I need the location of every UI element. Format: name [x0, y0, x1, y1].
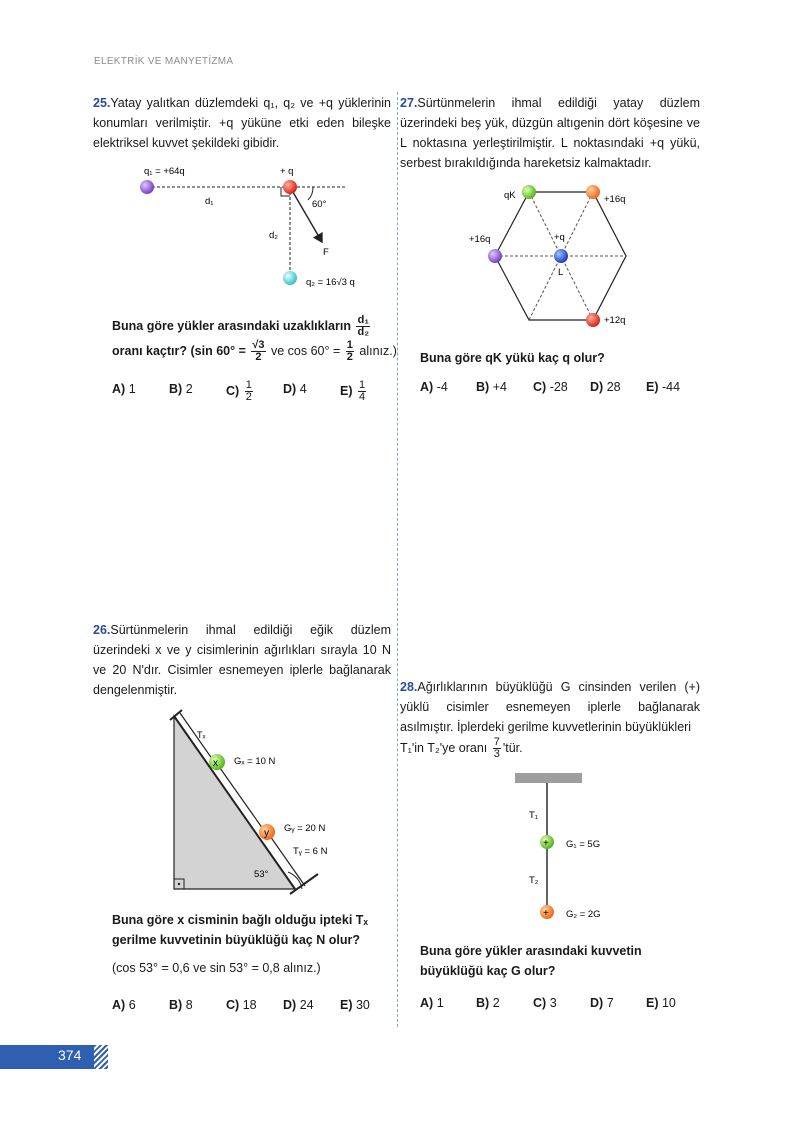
page-number-bar: [0, 1045, 96, 1069]
label-angle: 60°: [312, 199, 327, 210]
cos-fraction: [346, 340, 354, 363]
question-text: Yatay yalıtkan düzlemdeki q₁, q₂ ve +q yüklerinin konumları verilmiştir. +q yüküne etki eden bileşke elektriksel kuvvet şekildeki gibidir.: [93, 96, 391, 150]
option-a[interactable]: A) 1: [112, 382, 136, 396]
column-divider: [397, 92, 398, 1027]
ratio-den: 3: [493, 748, 500, 760]
label-center: +q: [554, 232, 565, 243]
question-start: Buna göre yükler arasındaki uzaklıkların: [112, 318, 351, 333]
label-y: y: [264, 828, 269, 839]
question-28: [400, 677, 700, 760]
q25-line2a: oranı kaçtır? (sin 60° =: [112, 343, 246, 358]
ratio-den: d₂: [357, 326, 370, 338]
option-b[interactable]: B) 2: [476, 996, 500, 1010]
option-b[interactable]: B) 2: [169, 382, 193, 396]
option-c[interactable]: C) 18: [226, 998, 257, 1012]
charge-q2: [283, 271, 297, 285]
ratio-fraction: [493, 737, 501, 760]
charge-left: [488, 249, 502, 263]
option-a[interactable]: A) 1: [420, 996, 444, 1010]
q26-incline-figure: [160, 708, 360, 898]
label-gx: Gₓ = 10 N: [234, 756, 276, 767]
force-arrow: [290, 187, 322, 242]
ratio-fraction: [356, 315, 370, 338]
page-header: ELEKTRİK VE MANYETİZMA: [94, 56, 234, 67]
question-text: Sürtünmelerin ihmal edildiği eğik düzlem üzerindeki x ve y cisimlerinin ağırlıkları sırayla 10 N ve 20 N'dır. Cisimler esnemeyen iplerle bağlanarak dengelenmiştir.: [93, 623, 391, 697]
option-b[interactable]: B) +4: [476, 380, 507, 394]
label-qk: qK: [504, 190, 516, 201]
option-b[interactable]: B) 8: [169, 998, 193, 1012]
label-x: x: [213, 758, 218, 769]
option-c[interactable]: C) $\frac{1}{2}$: [226, 379, 252, 403]
q25-options: [112, 380, 392, 406]
label-q2: q₂ = 16√3 q: [306, 277, 355, 288]
ratio-num: d₁: [357, 314, 369, 326]
plus-sign: +: [543, 908, 549, 919]
question-number: 28.: [400, 680, 418, 694]
option-d[interactable]: D) 4: [283, 382, 307, 396]
label-t1: T₁: [529, 810, 539, 821]
label-top-right: +16q: [604, 194, 626, 205]
q25-line2b: ve cos 60° =: [271, 343, 341, 358]
sin-num: √3: [252, 339, 265, 351]
page-number-hatch: [94, 1045, 108, 1069]
q28-hanging-figure: [510, 770, 630, 925]
ratio-num: 7: [493, 736, 500, 748]
sin-den: 2: [255, 351, 262, 363]
ratio-text-a: T₁'in T₂'ye oranı: [400, 740, 488, 755]
q26-options: [112, 998, 392, 1018]
question-25: [93, 93, 391, 153]
option-a[interactable]: A) 6: [112, 998, 136, 1012]
question-text: Ağırlıklarının büyüklüğü G cinsinden verilen (+) yüklü cisimler esnemeyen iplerle bağlanarak asılmıştır. İplerdeki gerilme kuvvetlerinin büyüklükleri: [400, 680, 700, 734]
label-left: +16q: [469, 234, 491, 245]
label-L: L: [558, 267, 564, 278]
label-d2: d₂: [269, 230, 278, 241]
question-26: [93, 620, 391, 700]
question-number: 26.: [93, 623, 111, 637]
label-tx: Tₓ: [197, 730, 206, 740]
question-27: [400, 93, 700, 173]
q25-line2c: alınız.): [359, 343, 397, 358]
q27-options: [420, 380, 700, 400]
option-e[interactable]: E) $\frac{1}{4}$: [340, 379, 366, 403]
charge-qk: [522, 185, 536, 199]
question-text: Sürtünmelerin ihmal edildiği yatay düzlem üzerindeki beş yük, düzgün altıgenin dört köşesine ve L noktasına yerleştirilmiştir. L noktasındaki +q yükü, serbest bırakıldığında hareketsiz kalmaktadır.: [400, 96, 700, 170]
cos-num: 1: [346, 339, 353, 351]
option-e[interactable]: E) 30: [340, 998, 370, 1012]
question-number: 25.: [93, 96, 111, 110]
q26-note: (cos 53° = 0,6 ve sin 53° = 0,8 alınız.): [112, 961, 321, 975]
label-gy: Gᵧ = 20 N: [284, 823, 326, 834]
label-t2: T₂: [529, 875, 539, 886]
option-a[interactable]: A) -4: [420, 380, 448, 394]
option-c[interactable]: C) -28: [533, 380, 568, 394]
label-g1: G₁ = 5G: [566, 839, 601, 850]
charge-top-right: [586, 185, 600, 199]
q27-question: Buna göre qK yükü kaç q olur?: [420, 351, 605, 365]
label-bottom-right: +12q: [604, 315, 626, 326]
option-d[interactable]: D) 7: [590, 996, 614, 1010]
label-angle: 53°: [254, 869, 269, 880]
q28-options: [420, 996, 700, 1016]
ceiling: [515, 773, 582, 783]
option-d[interactable]: D) 28: [590, 380, 621, 394]
cos-den: 2: [346, 351, 353, 363]
q26-question: Buna göre x cisminin bağlı olduğu ipteki Tₓ gerilme kuvvetinin büyüklüğü kaç N olur?: [112, 913, 368, 947]
charge-bottom-right: [586, 313, 600, 327]
ratio-text-b: 'tür.: [502, 740, 523, 755]
q27-hexagon-figure: [460, 180, 650, 335]
q28-question: Buna göre yükler arasındaki kuvvetin büyüklüğü kaç G olur?: [420, 944, 642, 978]
label-force: F: [323, 247, 329, 258]
option-d[interactable]: D) 24: [283, 998, 314, 1012]
question-number: 27.: [400, 96, 418, 110]
label-ty: Tᵧ = 6 N: [293, 846, 328, 857]
label-q: + q: [280, 166, 294, 177]
label-g2: G₂ = 2G: [566, 909, 601, 920]
option-c[interactable]: C) 3: [533, 996, 557, 1010]
charge-q: [283, 180, 297, 194]
label-q1: q₁ = +64q: [144, 166, 185, 177]
option-e[interactable]: E) 10: [646, 996, 676, 1010]
plus-sign: +: [543, 838, 549, 849]
option-e[interactable]: E) -44: [646, 380, 681, 394]
q25-figure: [130, 160, 370, 295]
charge-q1: [140, 180, 154, 194]
sin-fraction: [251, 340, 265, 363]
q25-question: [112, 315, 402, 363]
label-d1: d₁: [205, 196, 214, 207]
page-number: 374: [58, 1047, 82, 1063]
charge-center: [554, 249, 568, 263]
